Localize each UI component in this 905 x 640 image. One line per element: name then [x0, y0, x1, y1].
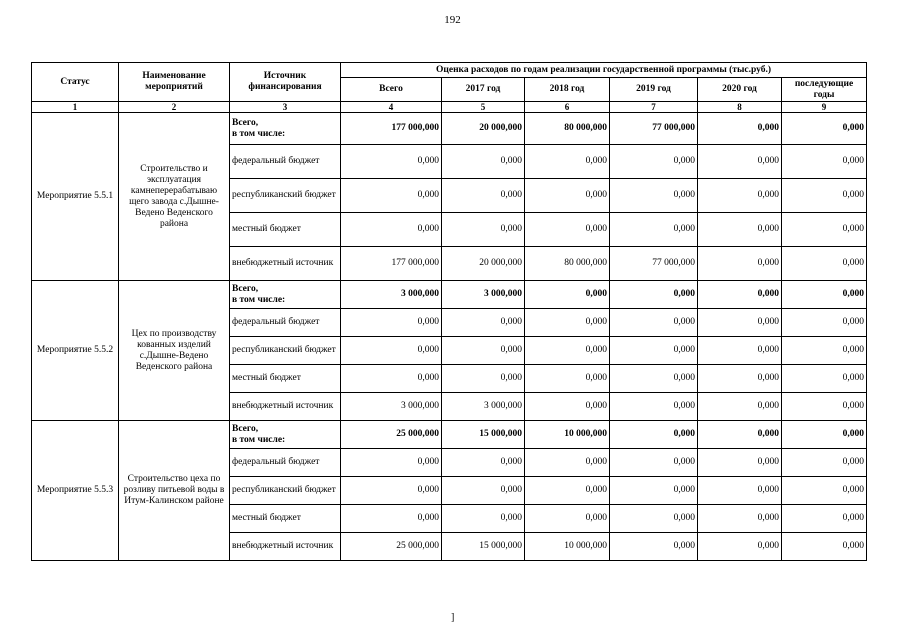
amount-cell: 0,000	[698, 421, 782, 449]
amount-cell: 0,000	[698, 179, 782, 213]
column-number: 4	[341, 102, 442, 113]
amount-cell: 0,000	[782, 505, 867, 533]
amount-cell: 0,000	[782, 449, 867, 477]
amount-cell: 0,000	[782, 145, 867, 179]
table-row	[32, 281, 867, 309]
amount-cell: 0,000	[341, 365, 442, 393]
amount-cell: 0,000	[525, 213, 610, 247]
amount-cell: 3 000,000	[341, 393, 442, 421]
amount-cell: 0,000	[698, 113, 782, 145]
amount-cell: 0,000	[698, 281, 782, 309]
amount-cell: 0,000	[525, 449, 610, 477]
funding-source: федеральный бюджет	[230, 309, 341, 337]
measure-name: Цех по производству кованных изделий с.Дышне-Ведено Веденского района	[119, 281, 230, 421]
amount-cell: 25 000,000	[341, 421, 442, 449]
amount-cell: 3 000,000	[341, 281, 442, 309]
funding-source: местный бюджет	[230, 365, 341, 393]
amount-cell: 0,000	[525, 145, 610, 179]
amount-cell: 0,000	[698, 213, 782, 247]
column-number: 1	[32, 102, 119, 113]
amount-cell: 177 000,000	[341, 247, 442, 281]
amount-cell: 0,000	[698, 365, 782, 393]
measure-name: Строительство цеха по розливу питьевой воды в Итум-Калинском районе	[119, 421, 230, 561]
header-estimate: Оценка расходов по годам реализации государственной программы (тыс.руб.)	[341, 63, 867, 78]
header-2019: 2019 год	[610, 78, 698, 102]
amount-cell: 3 000,000	[442, 281, 525, 309]
amount-cell: 0,000	[698, 247, 782, 281]
budget-table	[31, 62, 867, 561]
funding-source: федеральный бюджет	[230, 145, 341, 179]
amount-cell: 0,000	[525, 505, 610, 533]
column-number: 7	[610, 102, 698, 113]
amount-cell: 0,000	[442, 213, 525, 247]
amount-cell: 0,000	[525, 281, 610, 309]
amount-cell: 0,000	[341, 213, 442, 247]
measure-status: Мероприятие 5.5.2	[32, 281, 119, 421]
amount-cell: 0,000	[442, 179, 525, 213]
column-number: 2	[119, 102, 230, 113]
table-row	[32, 421, 867, 449]
amount-cell: 15 000,000	[442, 533, 525, 561]
amount-cell: 20 000,000	[442, 113, 525, 145]
amount-cell: 0,000	[442, 449, 525, 477]
amount-cell: 3 000,000	[442, 393, 525, 421]
amount-cell: 0,000	[341, 179, 442, 213]
funding-source: внебюджетный источник	[230, 533, 341, 561]
amount-cell: 0,000	[610, 145, 698, 179]
column-number-row	[32, 102, 867, 113]
amount-cell: 0,000	[782, 337, 867, 365]
amount-cell: 0,000	[782, 281, 867, 309]
amount-cell: 0,000	[442, 337, 525, 365]
amount-cell: 0,000	[341, 337, 442, 365]
footer-mark: ]	[451, 612, 455, 623]
funding-source: республиканский бюджет	[230, 477, 341, 505]
amount-cell: 0,000	[610, 337, 698, 365]
amount-cell: 10 000,000	[525, 421, 610, 449]
amount-cell: 0,000	[782, 477, 867, 505]
amount-cell: 0,000	[525, 179, 610, 213]
amount-cell: 0,000	[525, 477, 610, 505]
amount-cell: 0,000	[525, 309, 610, 337]
amount-cell: 80 000,000	[525, 247, 610, 281]
amount-cell: 0,000	[610, 421, 698, 449]
amount-cell: 77 000,000	[610, 247, 698, 281]
header-source: Источник финансирования	[230, 63, 341, 102]
amount-cell: 0,000	[698, 393, 782, 421]
amount-cell: 15 000,000	[442, 421, 525, 449]
amount-cell: 0,000	[610, 309, 698, 337]
amount-cell: 0,000	[341, 505, 442, 533]
funding-source: Всего, в том числе:	[230, 281, 341, 309]
amount-cell: 0,000	[442, 145, 525, 179]
header-2020: 2020 год	[698, 78, 782, 102]
amount-cell: 0,000	[782, 365, 867, 393]
amount-cell: 0,000	[442, 365, 525, 393]
amount-cell: 0,000	[698, 145, 782, 179]
amount-cell: 177 000,000	[341, 113, 442, 145]
amount-cell: 0,000	[610, 365, 698, 393]
amount-cell: 0,000	[610, 213, 698, 247]
amount-cell: 0,000	[341, 449, 442, 477]
amount-cell: 0,000	[698, 449, 782, 477]
amount-cell: 0,000	[782, 213, 867, 247]
funding-source: республиканский бюджет	[230, 337, 341, 365]
table-row	[32, 113, 867, 145]
header-total: Всего	[341, 78, 442, 102]
amount-cell: 0,000	[610, 281, 698, 309]
amount-cell: 0,000	[610, 477, 698, 505]
amount-cell: 0,000	[610, 505, 698, 533]
amount-cell: 0,000	[525, 365, 610, 393]
page-number: 192	[444, 14, 461, 26]
amount-cell: 0,000	[610, 533, 698, 561]
amount-cell: 25 000,000	[341, 533, 442, 561]
header-status: Статус	[32, 63, 119, 102]
amount-cell: 10 000,000	[525, 533, 610, 561]
measure-status: Мероприятие 5.5.3	[32, 421, 119, 561]
funding-source: Всего, в том числе:	[230, 421, 341, 449]
header-name: Наименование мероприятий	[119, 63, 230, 102]
amount-cell: 0,000	[341, 309, 442, 337]
header-2018: 2018 год	[525, 78, 610, 102]
header-2017: 2017 год	[442, 78, 525, 102]
amount-cell: 20 000,000	[442, 247, 525, 281]
amount-cell: 0,000	[782, 393, 867, 421]
column-number: 5	[442, 102, 525, 113]
funding-source: республиканский бюджет	[230, 179, 341, 213]
measure-name: Строительство и эксплуатация камнеперерабатываю щего завода с.Дышне-Ведено Веденского района	[119, 113, 230, 281]
measure-status: Мероприятие 5.5.1	[32, 113, 119, 281]
amount-cell: 0,000	[610, 449, 698, 477]
amount-cell: 0,000	[525, 337, 610, 365]
amount-cell: 0,000	[610, 393, 698, 421]
table-body	[32, 113, 867, 561]
column-number: 8	[698, 102, 782, 113]
column-number: 6	[525, 102, 610, 113]
amount-cell: 0,000	[698, 477, 782, 505]
amount-cell: 0,000	[698, 505, 782, 533]
amount-cell: 77 000,000	[610, 113, 698, 145]
header-later-years: последующие годы	[782, 78, 867, 102]
funding-source: внебюджетный источник	[230, 247, 341, 281]
amount-cell: 0,000	[782, 309, 867, 337]
amount-cell: 0,000	[782, 421, 867, 449]
amount-cell: 80 000,000	[525, 113, 610, 145]
column-number: 9	[782, 102, 867, 113]
amount-cell: 0,000	[698, 533, 782, 561]
amount-cell: 0,000	[782, 113, 867, 145]
funding-source: местный бюджет	[230, 505, 341, 533]
amount-cell: 0,000	[610, 179, 698, 213]
amount-cell: 0,000	[341, 145, 442, 179]
amount-cell: 0,000	[442, 309, 525, 337]
funding-source: Всего, в том числе:	[230, 113, 341, 145]
amount-cell: 0,000	[698, 337, 782, 365]
amount-cell: 0,000	[782, 247, 867, 281]
funding-source: федеральный бюджет	[230, 449, 341, 477]
amount-cell: 0,000	[341, 477, 442, 505]
amount-cell: 0,000	[442, 477, 525, 505]
amount-cell: 0,000	[698, 309, 782, 337]
amount-cell: 0,000	[782, 533, 867, 561]
amount-cell: 0,000	[525, 393, 610, 421]
column-number: 3	[230, 102, 341, 113]
funding-source: местный бюджет	[230, 213, 341, 247]
amount-cell: 0,000	[782, 179, 867, 213]
funding-source: внебюджетный источник	[230, 393, 341, 421]
amount-cell: 0,000	[442, 505, 525, 533]
